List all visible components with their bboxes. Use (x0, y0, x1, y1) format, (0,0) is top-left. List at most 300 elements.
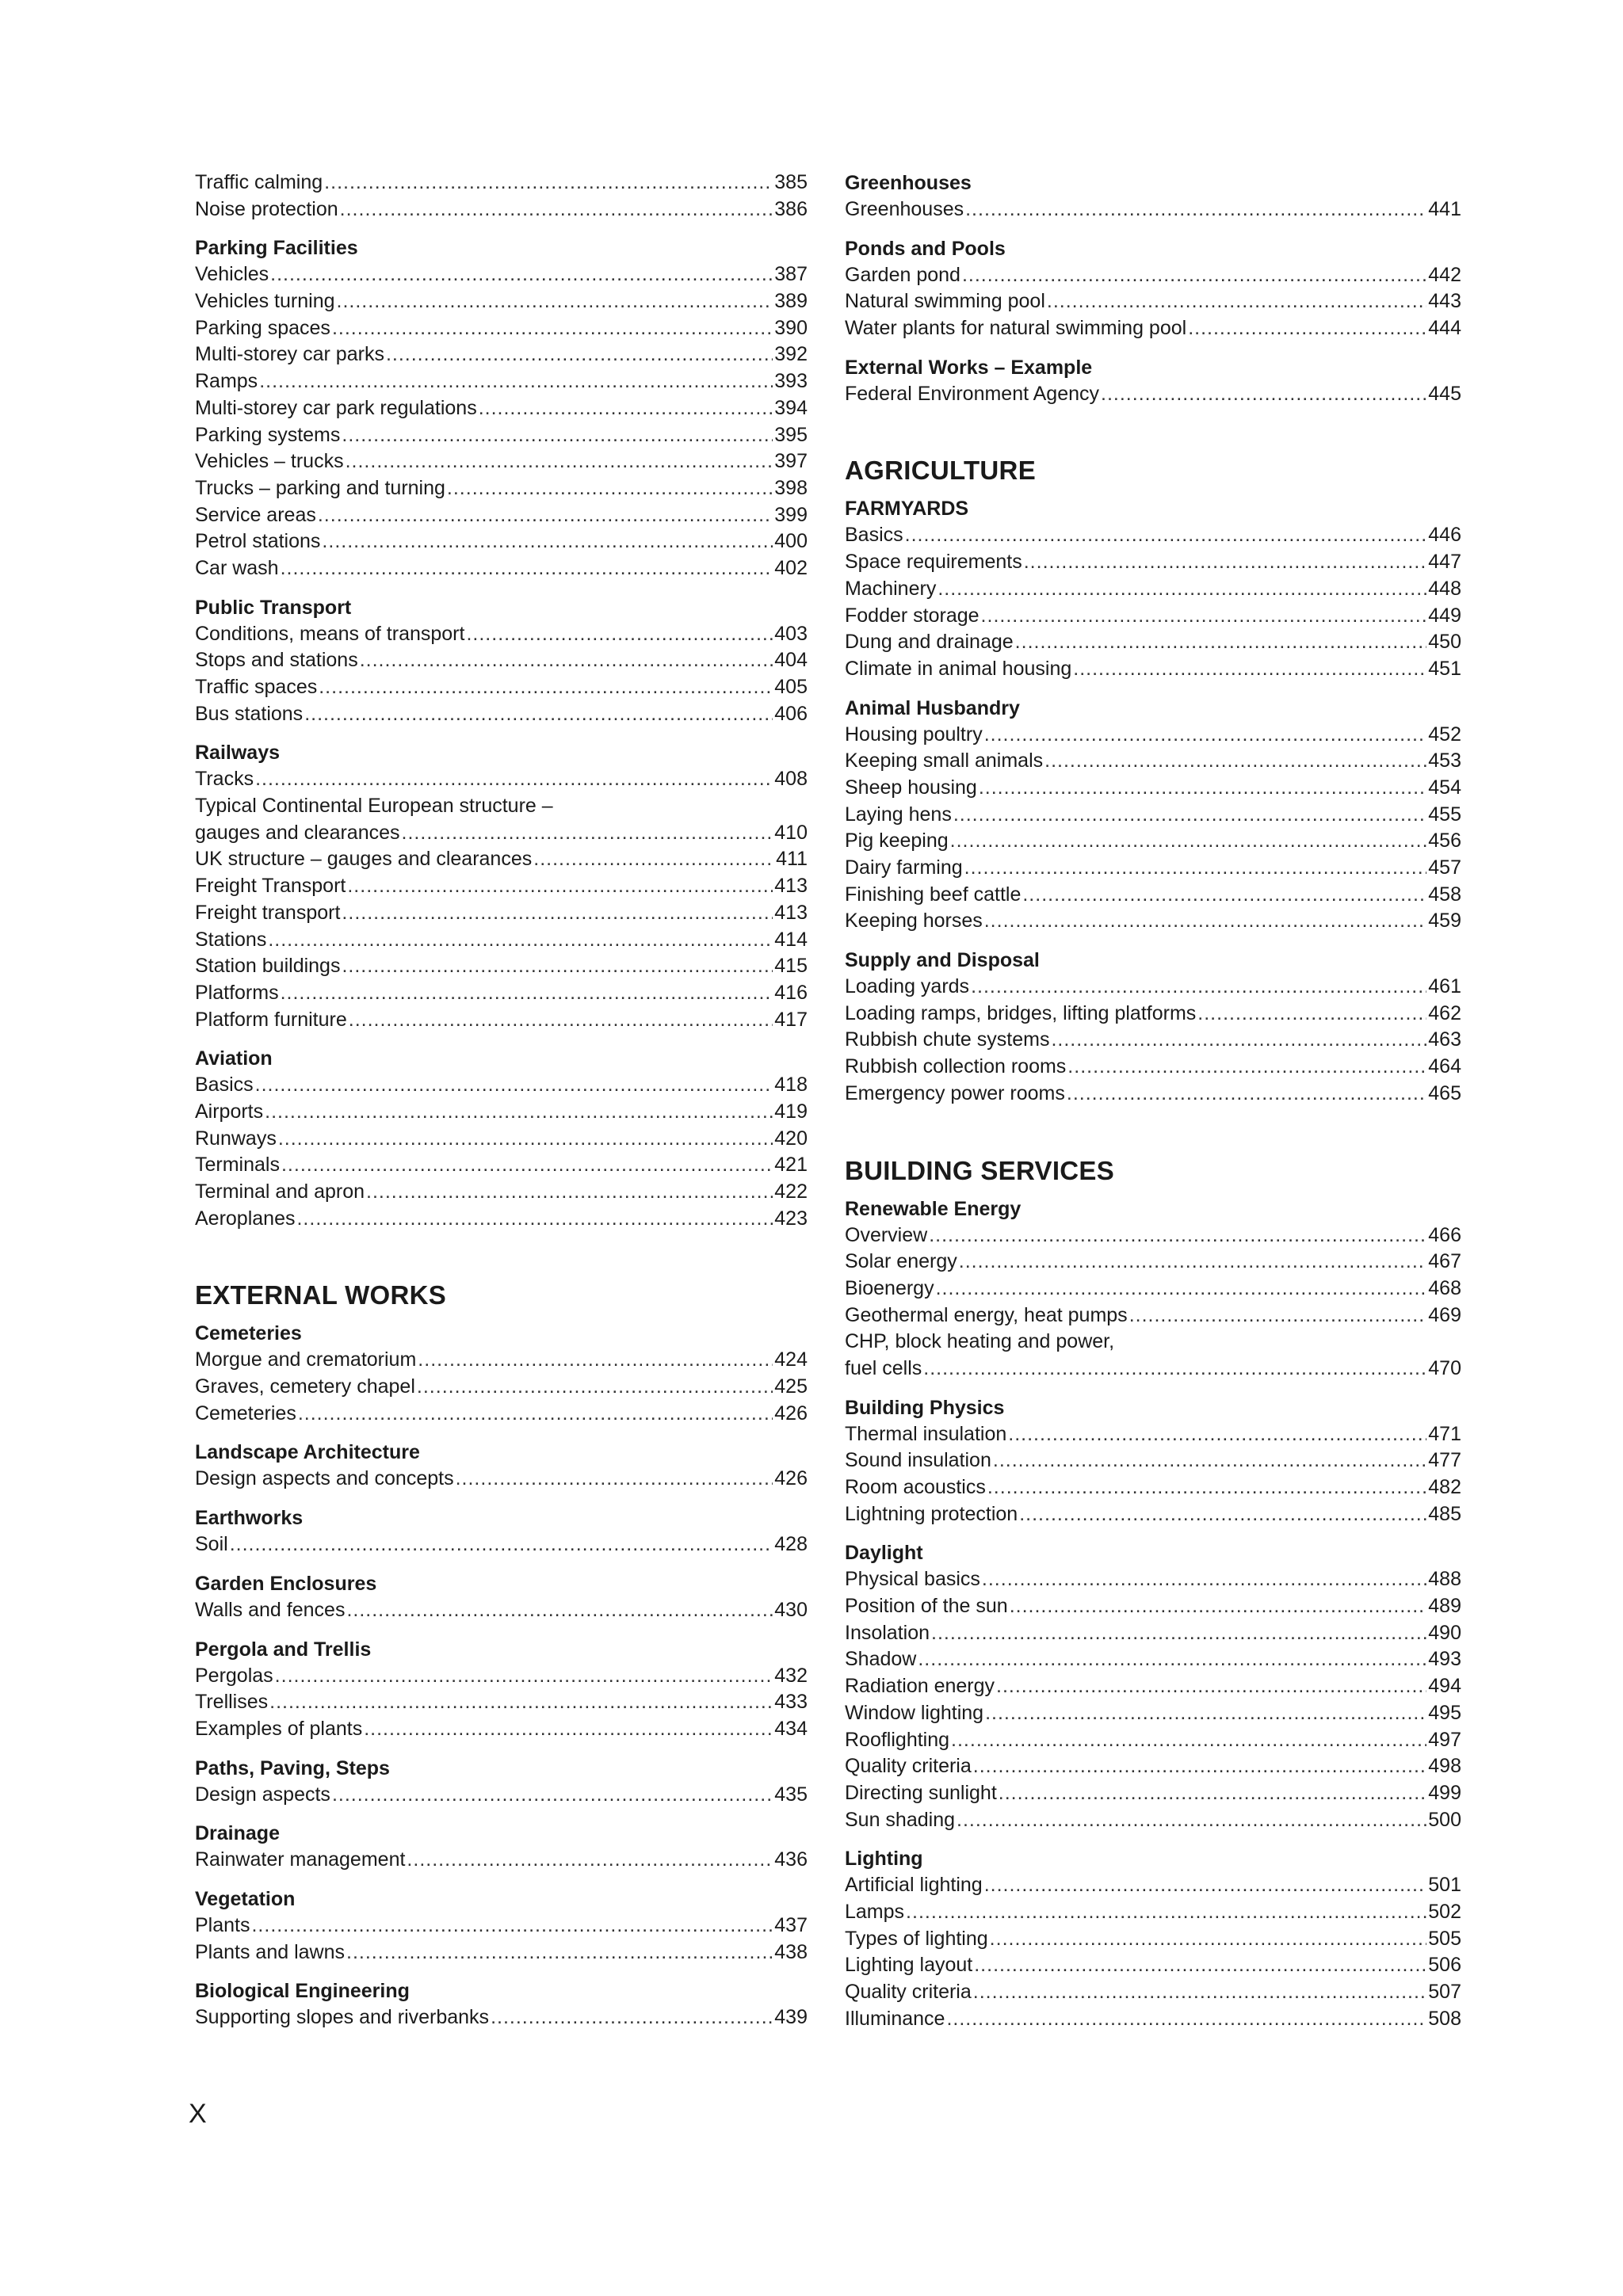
dot-leader (418, 1347, 773, 1374)
entry-title: Lamps (845, 1900, 905, 1923)
toc-entry[interactable] (845, 1222, 1461, 1249)
dot-leader (319, 674, 773, 701)
page-number: 387 (774, 263, 808, 286)
page-number: 416 (774, 981, 808, 1004)
toc-entry[interactable] (195, 980, 808, 1007)
entry-title: Pig keeping (845, 830, 949, 852)
toc-entry[interactable] (195, 1663, 808, 1690)
toc-entry[interactable] (845, 656, 1461, 683)
entry-title: Trellises (195, 1691, 269, 1714)
toc-entry[interactable] (195, 1782, 808, 1809)
group-heading: Daylight (845, 1542, 923, 1565)
dot-leader (281, 980, 773, 1007)
dot-leader (953, 802, 1426, 829)
page-number: 439 (774, 2006, 808, 2029)
page-number: 432 (774, 1664, 808, 1687)
entry-title: Physical basics (845, 1568, 980, 1591)
page-number: 494 (1428, 1675, 1461, 1698)
toc-entry[interactable] (845, 1054, 1461, 1081)
toc-entry[interactable] (845, 1474, 1461, 1501)
entry-title: Noise protection (195, 197, 338, 220)
page-number: 413 (774, 875, 808, 898)
toc-entry[interactable] (195, 555, 808, 582)
page-number: 501 (1428, 1874, 1461, 1897)
page-number: 488 (1428, 1568, 1461, 1591)
section-heading: AGRICULTURE (845, 456, 1037, 486)
page-number: 436 (774, 1848, 808, 1871)
page-number: 506 (1428, 1954, 1461, 1977)
toc-entry[interactable] (195, 475, 808, 502)
page-number: 385 (774, 171, 808, 193)
dot-leader (322, 528, 773, 555)
page-number: 445 (1428, 382, 1461, 405)
toc-entry[interactable] (845, 882, 1461, 909)
entry-title: Platforms (195, 981, 279, 1004)
page-number: 489 (1428, 1595, 1461, 1618)
toc-entry[interactable] (195, 820, 808, 847)
dot-leader (936, 1276, 1427, 1302)
toc-group-cemeteries (195, 1320, 808, 1427)
page-number: 422 (774, 1180, 808, 1203)
page-number: 414 (774, 928, 808, 951)
entry-title: Quality criteria (845, 1981, 972, 2003)
toc-entry[interactable] (195, 1847, 808, 1874)
toc-entry[interactable] (195, 170, 808, 196)
dot-leader (984, 722, 1427, 749)
toc-entry[interactable] (195, 1531, 808, 1558)
toc-entry[interactable] (195, 1597, 808, 1624)
dot-leader (979, 775, 1426, 802)
entry-title: Finishing beef cattle (845, 883, 1022, 906)
page-number: 485 (1428, 1502, 1461, 1525)
toc-entry[interactable] (845, 629, 1461, 656)
toc-group-farmyards (845, 495, 1461, 682)
page-number: 403 (774, 622, 808, 645)
page-number: 426 (774, 1467, 808, 1490)
dot-leader (346, 1597, 773, 1624)
dot-leader (255, 1072, 773, 1099)
page-number: 463 (1428, 1028, 1461, 1051)
dot-leader (1067, 1081, 1426, 1108)
toc-section-external-works (195, 1278, 808, 2031)
toc-entry[interactable] (845, 748, 1461, 775)
toc-entry[interactable] (845, 1727, 1461, 1754)
dot-leader (360, 647, 773, 674)
dot-leader (996, 1673, 1426, 1700)
group-heading: Renewable Energy (845, 1197, 1022, 1220)
page-number: 428 (774, 1533, 808, 1556)
toc-entry[interactable] (195, 1466, 808, 1493)
toc-entry[interactable] (195, 1689, 808, 1716)
page-number: 400 (774, 530, 808, 553)
page-number: 452 (1428, 723, 1461, 746)
toc-entry[interactable] (195, 1072, 808, 1099)
dot-leader (938, 576, 1426, 603)
page-number: 410 (774, 821, 808, 844)
entry-title: Station buildings (195, 955, 341, 978)
page-number: 498 (1428, 1755, 1461, 1778)
dot-leader (364, 1716, 773, 1743)
page-number: 408 (774, 768, 808, 791)
entry-title: Morgue and crematorium (195, 1348, 417, 1371)
entry-title: Stations (195, 928, 267, 951)
dot-leader (984, 1872, 1427, 1899)
dot-leader (491, 2004, 773, 2031)
dot-leader (342, 900, 773, 927)
toc-entry[interactable] (845, 1001, 1461, 1028)
dot-leader (259, 368, 773, 395)
toc-entry[interactable] (845, 522, 1461, 549)
dot-leader (1067, 1054, 1426, 1081)
page-number: 437 (774, 1913, 808, 1936)
page-number: 402 (774, 556, 808, 579)
toc-entry[interactable] (845, 1027, 1461, 1054)
entry-title: Lighting layout (845, 1954, 973, 1977)
page-number: 464 (1428, 1055, 1461, 1078)
toc-entry[interactable] (195, 766, 808, 793)
page-number: 435 (774, 1783, 808, 1806)
entry-title: Insolation (845, 1621, 930, 1644)
toc-entry[interactable] (195, 1126, 808, 1153)
toc-entry[interactable] (195, 368, 808, 395)
dot-leader (278, 1126, 773, 1153)
toc-group-landscape-architecture (195, 1439, 808, 1493)
toc-entry[interactable] (845, 1807, 1461, 1834)
page-number: 424 (774, 1348, 808, 1371)
entry-title: Vehicles – trucks (195, 450, 344, 473)
entry-title: Service areas (195, 503, 316, 526)
toc-entry[interactable] (195, 395, 808, 422)
page-number: 461 (1428, 975, 1461, 998)
toc-entry[interactable] (195, 1152, 808, 1179)
toc-entry[interactable] (845, 1329, 1461, 1356)
toc-entry[interactable] (195, 900, 808, 927)
dot-leader (269, 1689, 773, 1716)
entry-title: fuel cells (845, 1356, 922, 1379)
toc-entry[interactable] (195, 621, 808, 648)
group-heading: Garden Enclosures (195, 1572, 377, 1595)
entry-title: Multi-storey car parks (195, 343, 384, 366)
toc-entry[interactable] (845, 1501, 1461, 1528)
toc-entry[interactable] (195, 2004, 808, 2031)
toc-entry[interactable] (845, 603, 1461, 630)
entry-title: Shadow (845, 1648, 917, 1671)
group-heading: Animal Husbandry (845, 696, 1020, 719)
toc-entry[interactable] (195, 502, 808, 529)
page-number: 392 (774, 343, 808, 366)
dot-leader (982, 1566, 1426, 1593)
toc-group-garden-enclosures (195, 1570, 808, 1624)
group-heading: Railways (195, 742, 281, 765)
entry-title: Garden pond (845, 263, 960, 286)
toc-entry[interactable] (845, 381, 1461, 408)
toc-entry[interactable] (845, 315, 1461, 342)
dot-leader (318, 502, 773, 529)
dot-leader (965, 196, 1426, 223)
toc-entry[interactable] (845, 576, 1461, 603)
toc-entry[interactable] (845, 855, 1461, 882)
toc-entry[interactable] (845, 1700, 1461, 1727)
group-heading: Supply and Disposal (845, 949, 1040, 972)
dot-leader (971, 974, 1426, 1001)
dot-leader (990, 1926, 1427, 1953)
toc-entry[interactable] (845, 1566, 1461, 1593)
toc-entry[interactable] (195, 953, 808, 980)
dot-leader (324, 170, 773, 196)
dot-leader (268, 927, 773, 954)
page-number: 449 (1428, 604, 1461, 627)
toc-entry[interactable] (195, 261, 808, 288)
dot-leader (265, 1099, 773, 1126)
toc-entry[interactable] (845, 1276, 1461, 1302)
toc-entry[interactable] (845, 1952, 1461, 1979)
group-heading: Public Transport (195, 596, 352, 619)
toc-entry[interactable] (845, 1620, 1461, 1647)
dot-leader (1051, 1027, 1426, 1054)
toc-group-animal-husbandry (845, 695, 1461, 936)
toc-entry[interactable] (845, 1872, 1461, 1899)
page-number: 433 (774, 1691, 808, 1714)
entry-title: UK structure – gauges and clearances (195, 848, 533, 871)
entry-title: Freight transport (195, 901, 341, 924)
entry-title: Loading yards (845, 975, 970, 998)
toc-entry[interactable] (845, 802, 1461, 829)
page-number: 423 (774, 1207, 808, 1230)
entry-title: Sheep housing (845, 776, 977, 799)
toc-entry[interactable] (845, 549, 1461, 576)
entry-title: Supporting slopes and riverbanks (195, 2006, 490, 2029)
toc-entry[interactable] (195, 1099, 808, 1126)
toc-entry[interactable] (195, 1007, 808, 1034)
page-number: 425 (774, 1375, 808, 1398)
section-heading: EXTERNAL WORKS (195, 1280, 447, 1310)
toc-entry[interactable] (195, 1716, 808, 1743)
dot-leader (905, 522, 1427, 549)
toc-entry[interactable] (845, 288, 1461, 315)
dot-leader (1010, 1593, 1427, 1620)
toc-group-lighting (845, 1845, 1461, 2032)
toc-entry[interactable] (845, 908, 1461, 935)
entry-title: Radiation energy (845, 1675, 995, 1698)
entry-title: Car wash (195, 556, 279, 579)
entry-title: Graves, cemetery chapel (195, 1375, 415, 1398)
entry-title: Bus stations (195, 702, 304, 725)
toc-section-building-services (845, 1154, 1461, 2033)
toc-entry[interactable] (845, 1646, 1461, 1673)
toc-entry[interactable] (195, 288, 808, 315)
page-number: 394 (774, 396, 808, 419)
entry-title: Rainwater management (195, 1848, 406, 1871)
group-heading: Pergola and Trellis (195, 1638, 372, 1661)
toc-entry[interactable] (845, 974, 1461, 1001)
toc-entry[interactable] (195, 1374, 808, 1401)
dot-leader (255, 766, 773, 793)
toc-group-parking-facilities (195, 235, 808, 582)
dot-leader (342, 422, 773, 449)
toc-entry[interactable] (845, 1081, 1461, 1108)
entry-title: Freight Transport (195, 875, 346, 898)
toc-entry[interactable] (845, 196, 1461, 223)
toc-entry[interactable] (195, 1347, 808, 1374)
page-number: 448 (1428, 577, 1461, 600)
toc-entry[interactable] (195, 1206, 808, 1233)
toc-entry[interactable] (845, 1899, 1461, 1926)
toc-entry[interactable] (195, 528, 808, 555)
page-number: 462 (1428, 1001, 1461, 1024)
toc-entry[interactable] (845, 775, 1461, 802)
entry-title: Runways (195, 1127, 277, 1150)
dot-leader (304, 701, 773, 728)
group-heading: Aviation (195, 1047, 273, 1070)
dot-leader (386, 341, 773, 368)
dot-leader (342, 953, 773, 980)
entry-title: Walls and fences (195, 1598, 346, 1621)
page-number: 443 (1428, 290, 1461, 313)
toc-entry[interactable] (195, 674, 808, 701)
page-number: 438 (774, 1940, 808, 1963)
toc-entry[interactable] (845, 1302, 1461, 1329)
page-number: 450 (1428, 631, 1461, 654)
dot-leader (230, 1531, 773, 1558)
toc-entry[interactable] (845, 1673, 1461, 1700)
toc-group-building-physics (845, 1394, 1461, 1528)
entry-title: Trucks – parking and turning (195, 476, 445, 499)
toc-group-pergola-and-trellis (195, 1636, 808, 1743)
toc-entry[interactable] (195, 793, 808, 820)
toc-entry[interactable] (845, 1979, 1461, 2006)
toc-entry[interactable] (195, 1401, 808, 1428)
toc-group-supply-and-disposal (845, 947, 1461, 1107)
toc-entry[interactable] (845, 262, 1461, 289)
entry-title: Airports (195, 1100, 264, 1123)
toc-entry[interactable] (845, 1593, 1461, 1620)
toc-entry[interactable] (845, 1780, 1461, 1807)
page-number: 444 (1428, 317, 1461, 340)
toc-entry[interactable] (195, 315, 808, 342)
entry-title: CHP, block heating and power, (845, 1330, 1115, 1353)
dot-leader (1008, 1421, 1426, 1448)
page-number: 404 (774, 649, 808, 672)
toc-entry[interactable] (845, 2006, 1461, 2033)
dot-leader (1188, 315, 1426, 342)
page-number: 454 (1428, 776, 1461, 799)
entry-title: Directing sunlight (845, 1781, 997, 1804)
entry-title: Room acoustics (845, 1476, 986, 1498)
page-number: 470 (1428, 1356, 1461, 1379)
dot-leader (332, 1782, 773, 1809)
group-heading: Earthworks (195, 1507, 304, 1530)
group-heading: Parking Facilities (195, 237, 358, 260)
entry-title: Plants and lawns (195, 1940, 346, 1963)
dot-leader (987, 1474, 1426, 1501)
page-number: 430 (774, 1598, 808, 1621)
toc-entry[interactable] (845, 1926, 1461, 1953)
dot-leader (959, 1249, 1427, 1276)
entry-title: Machinery (845, 577, 937, 600)
group-heading: Drainage (195, 1822, 280, 1845)
dot-leader (984, 908, 1427, 935)
group-heading: Vegetation (195, 1887, 296, 1910)
dot-leader (923, 1356, 1426, 1383)
toc-entry[interactable] (845, 1249, 1461, 1276)
page-number: 417 (774, 1008, 808, 1031)
toc-entry[interactable] (845, 1753, 1461, 1780)
toc-entry[interactable] (195, 701, 808, 728)
dot-leader (981, 603, 1427, 630)
toc-entry[interactable] (195, 448, 808, 475)
entry-title: Climate in animal housing (845, 657, 1072, 680)
toc-section (845, 170, 1461, 407)
toc-group-vegetation (195, 1886, 808, 1966)
entry-title: Stops and stations (195, 649, 358, 672)
dot-leader (973, 1979, 1427, 2006)
group-heading: Paths, Paving, Steps (195, 1756, 390, 1779)
dot-leader (999, 1780, 1427, 1807)
entry-title: Federal Environment Agency (845, 382, 1100, 405)
toc-group-external-works-example (845, 354, 1461, 408)
entry-title: Housing poultry (845, 723, 983, 746)
page-number: 502 (1428, 1900, 1461, 1923)
section-heading: BUILDING SERVICES (845, 1155, 1115, 1185)
toc-entry[interactable] (195, 647, 808, 674)
toc-entry[interactable] (195, 1939, 808, 1966)
page-number: 441 (1428, 198, 1461, 220)
toc-entry[interactable] (845, 828, 1461, 855)
page-number: 442 (1428, 263, 1461, 286)
entry-title: Sun shading (845, 1808, 956, 1831)
toc-entry[interactable] (195, 196, 808, 223)
toc-entry[interactable] (195, 873, 808, 900)
entry-title: Fodder storage (845, 604, 980, 627)
toc-entry[interactable] (845, 1356, 1461, 1383)
entry-title: Terminal and apron (195, 1180, 365, 1203)
toc-column-left (195, 170, 808, 2031)
group-heading: Ponds and Pools (845, 237, 1006, 260)
page-number: 505 (1428, 1927, 1461, 1950)
entry-title: Plants (195, 1913, 250, 1936)
dot-leader (1015, 629, 1427, 656)
dot-leader (533, 846, 774, 873)
dot-leader (366, 1179, 773, 1206)
toc-group-greenhouses (845, 170, 1461, 223)
page-number: 390 (774, 316, 808, 339)
group-heading: External Works – Example (845, 356, 1093, 379)
dot-leader (964, 855, 1427, 882)
toc-entry[interactable] (195, 927, 808, 954)
toc-entry[interactable] (845, 1421, 1461, 1448)
dot-leader (251, 1913, 773, 1939)
toc-entry[interactable] (845, 722, 1461, 749)
page-number: 471 (1428, 1422, 1461, 1445)
entry-title: Loading ramps, bridges, lifting platforms (845, 1001, 1197, 1024)
toc-entry[interactable] (195, 1179, 808, 1206)
dot-leader (1129, 1302, 1427, 1329)
entry-title: Position of the sun (845, 1595, 1008, 1618)
toc-entry[interactable] (195, 846, 808, 873)
page-number: 447 (1428, 551, 1461, 574)
toc-entry[interactable] (195, 422, 808, 449)
page-number: 459 (1428, 910, 1461, 933)
toc-group-public-transport (195, 594, 808, 728)
toc-entry[interactable] (195, 341, 808, 368)
entry-title: Keeping small animals (845, 749, 1044, 772)
toc-entry[interactable] (845, 1447, 1461, 1474)
toc-entry[interactable] (195, 1913, 808, 1939)
toc-section (195, 170, 808, 1232)
dot-leader (402, 820, 773, 847)
group-heading: Greenhouses (845, 172, 972, 194)
dot-leader (407, 1847, 773, 1874)
